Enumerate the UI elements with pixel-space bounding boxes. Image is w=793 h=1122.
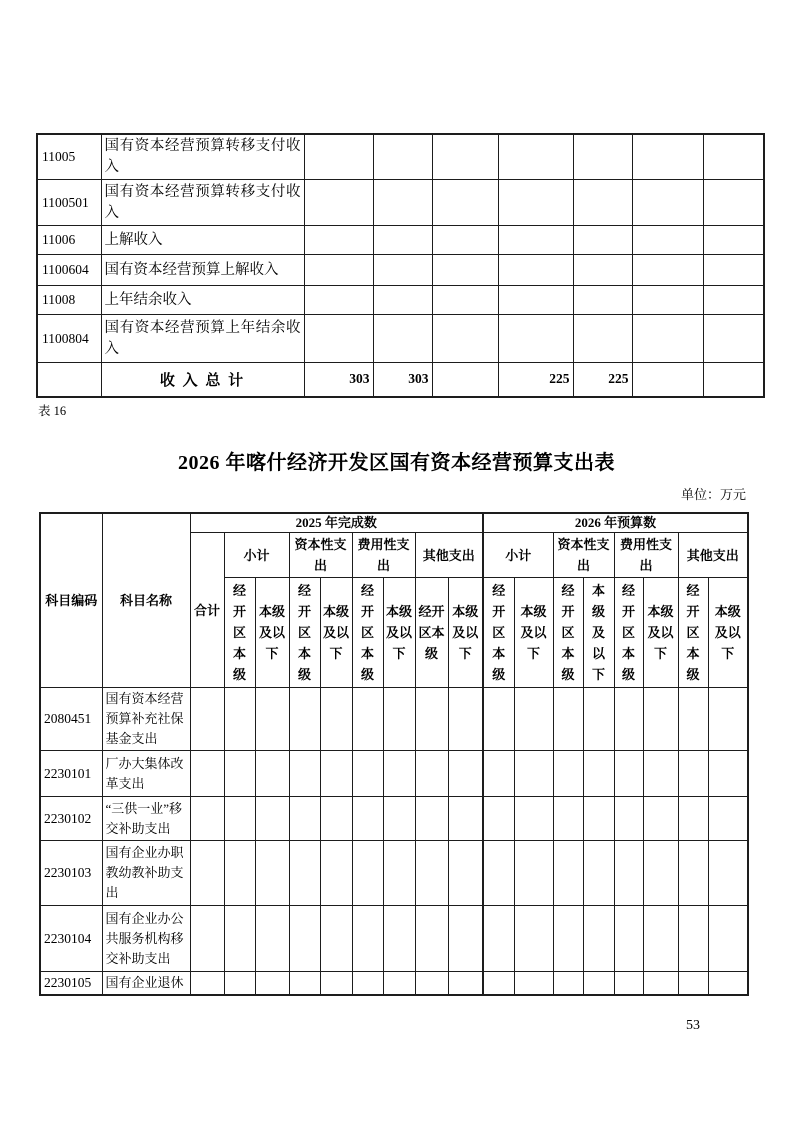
income-row	[37, 286, 764, 315]
subject-code: 1100501	[37, 180, 101, 226]
total-value: 225	[573, 363, 632, 397]
subject-code: 2230103	[40, 841, 102, 906]
header-group-2025: 2025 年完成数	[190, 513, 483, 533]
header-level-below: 本级及以下	[383, 578, 415, 688]
value-cell	[553, 906, 583, 972]
header-level-below: 本级及以下	[255, 578, 289, 688]
value-cell	[583, 841, 614, 906]
value-cell	[614, 906, 643, 972]
value-cell	[320, 751, 352, 797]
value-cell	[708, 906, 748, 972]
value-cell	[643, 972, 678, 996]
value-cell	[304, 255, 373, 286]
value-cell	[373, 134, 432, 180]
value-cell	[224, 841, 255, 906]
header-level-below: 本级及以下	[708, 578, 748, 688]
value-cell	[383, 906, 415, 972]
subject-name: 厂办大集体改革支出	[102, 751, 190, 797]
value-cell	[373, 180, 432, 226]
value-cell	[708, 751, 748, 797]
value-cell	[304, 315, 373, 363]
value-cell	[304, 180, 373, 226]
header-total: 合计	[190, 533, 224, 688]
subject-name: 国有资本经营预算上解收入	[101, 255, 304, 286]
header-level-zone: 经开区本级	[614, 578, 643, 688]
header-group-2026: 2026 年预算数	[483, 513, 748, 533]
page-title: 2026 年喀什经济开发区国有资本经营预算支出表	[178, 452, 615, 474]
value-cell	[432, 286, 498, 315]
value-cell	[224, 972, 255, 996]
value-cell	[383, 751, 415, 797]
value-cell	[448, 841, 483, 906]
header-2026-capital: 资本性支出	[553, 533, 614, 578]
expense-row	[40, 688, 748, 751]
value-cell	[573, 315, 632, 363]
value-cell	[614, 797, 643, 841]
value-cell	[448, 751, 483, 797]
header-2025-subtotal: 小计	[224, 533, 289, 578]
value-cell	[632, 315, 703, 363]
value-cell	[320, 797, 352, 841]
subject-code: 11008	[37, 286, 101, 315]
value-cell	[289, 751, 320, 797]
value-cell	[483, 906, 514, 972]
header-level-below: 本级及以下	[448, 578, 483, 688]
value-cell	[224, 797, 255, 841]
value-cell	[415, 751, 448, 797]
value-cell	[190, 797, 224, 841]
value-cell	[632, 226, 703, 255]
value-cell	[514, 751, 553, 797]
header-level-zone: 经开区本级	[289, 578, 320, 688]
value-cell	[483, 688, 514, 751]
value-cell	[373, 255, 432, 286]
value-cell	[614, 972, 643, 996]
total-value: 303	[304, 363, 373, 397]
value-cell	[573, 255, 632, 286]
subject-name: 国有资本经营预算转移支付收入	[101, 180, 304, 226]
value-cell	[553, 751, 583, 797]
value-cell	[498, 226, 573, 255]
total-value: 303	[373, 363, 432, 397]
header-level-zone: 经开区本级	[483, 578, 514, 688]
expense-row	[40, 906, 748, 972]
value-cell	[703, 134, 764, 180]
value-cell	[352, 797, 383, 841]
subject-name: 上年结余收入	[101, 286, 304, 315]
value-cell	[304, 286, 373, 315]
total-value	[432, 363, 498, 397]
value-cell	[415, 906, 448, 972]
income-row	[37, 134, 764, 180]
value-cell	[708, 688, 748, 751]
value-cell	[678, 906, 708, 972]
value-cell	[643, 797, 678, 841]
value-cell	[289, 797, 320, 841]
header-level-below: 本级及以下	[643, 578, 678, 688]
value-cell	[373, 226, 432, 255]
header-subject-code: 科目编码	[40, 513, 102, 688]
page-number: 53	[686, 1018, 700, 1033]
subject-name: 国有资本经营预算上年结余收入	[101, 315, 304, 363]
income-row	[37, 255, 764, 286]
header-level-below: 本级及以下	[583, 578, 614, 688]
value-cell	[643, 841, 678, 906]
value-cell	[573, 180, 632, 226]
subject-name: 国有资本经营预算补充社保基金支出	[102, 688, 190, 751]
value-cell	[614, 751, 643, 797]
value-cell	[632, 255, 703, 286]
value-cell	[498, 180, 573, 226]
subject-code: 11006	[37, 226, 101, 255]
total-value	[632, 363, 703, 397]
subject-code: 2230101	[40, 751, 102, 797]
value-cell	[415, 797, 448, 841]
value-cell	[483, 841, 514, 906]
value-cell	[643, 751, 678, 797]
subject-code: 1100604	[37, 255, 101, 286]
value-cell	[678, 841, 708, 906]
header-2025-capital: 资本性支出	[289, 533, 352, 578]
income-row	[37, 180, 764, 226]
value-cell	[643, 688, 678, 751]
value-cell	[678, 751, 708, 797]
value-cell	[383, 841, 415, 906]
value-cell	[224, 688, 255, 751]
value-cell	[352, 688, 383, 751]
value-cell	[632, 180, 703, 226]
value-cell	[415, 841, 448, 906]
expense-row	[40, 751, 748, 797]
value-cell	[583, 688, 614, 751]
value-cell	[614, 688, 643, 751]
header-level-below: 本级及以下	[320, 578, 352, 688]
unit-label: 单位：万元	[680, 487, 746, 502]
value-cell	[190, 972, 224, 996]
value-cell	[415, 688, 448, 751]
value-cell	[553, 841, 583, 906]
value-cell	[255, 797, 289, 841]
value-cell	[190, 906, 224, 972]
value-cell	[448, 906, 483, 972]
subject-code: 2080451	[40, 688, 102, 751]
expense-header-row-groups	[40, 513, 748, 533]
value-cell	[320, 972, 352, 996]
value-cell	[373, 315, 432, 363]
subject-name: 国有企业退休	[102, 972, 190, 996]
value-cell	[383, 688, 415, 751]
header-level-zone: 经开区本级	[553, 578, 583, 688]
value-cell	[614, 841, 643, 906]
value-cell	[415, 972, 448, 996]
value-cell	[553, 688, 583, 751]
value-cell	[224, 751, 255, 797]
value-cell	[255, 841, 289, 906]
value-cell	[352, 972, 383, 996]
value-cell	[448, 797, 483, 841]
value-cell	[448, 972, 483, 996]
value-cell	[255, 906, 289, 972]
value-cell	[352, 841, 383, 906]
value-cell	[583, 797, 614, 841]
value-cell	[255, 972, 289, 996]
value-cell	[432, 180, 498, 226]
value-cell	[632, 286, 703, 315]
value-cell	[708, 841, 748, 906]
value-cell	[703, 226, 764, 255]
value-cell	[373, 286, 432, 315]
value-cell	[190, 841, 224, 906]
subject-code	[37, 363, 101, 397]
value-cell	[483, 751, 514, 797]
total-value: 225	[498, 363, 573, 397]
subject-name: 国有资本经营预算转移支付收入	[101, 134, 304, 180]
header-2026-expense: 费用性支出	[614, 533, 678, 578]
value-cell	[573, 286, 632, 315]
value-cell	[703, 180, 764, 226]
value-cell	[483, 797, 514, 841]
header-level-below: 本级及以下	[514, 578, 553, 688]
value-cell	[448, 688, 483, 751]
value-cell	[498, 255, 573, 286]
income-row	[37, 226, 764, 255]
subject-name: “三供一业”移交补助支出	[102, 797, 190, 841]
subject-code: 1100804	[37, 315, 101, 363]
expense-row	[40, 797, 748, 841]
value-cell	[190, 751, 224, 797]
income-row	[37, 315, 764, 363]
value-cell	[703, 315, 764, 363]
value-cell	[498, 286, 573, 315]
value-cell	[483, 972, 514, 996]
header-subject-name: 科目名称	[102, 513, 190, 688]
expense-row	[40, 972, 748, 996]
value-cell	[304, 134, 373, 180]
value-cell	[320, 906, 352, 972]
value-cell	[553, 797, 583, 841]
expense-table	[39, 512, 749, 996]
subject-name: 国有企业办公共服务机构移交补助支出	[102, 906, 190, 972]
subject-code: 2230102	[40, 797, 102, 841]
value-cell	[583, 972, 614, 996]
value-cell	[514, 906, 553, 972]
header-level-zone: 经开区本级	[224, 578, 255, 688]
subject-code: 11005	[37, 134, 101, 180]
value-cell	[632, 134, 703, 180]
header-2025-other: 其他支出	[415, 533, 483, 578]
value-cell	[573, 134, 632, 180]
header-2025-expense: 费用性支出	[352, 533, 415, 578]
value-cell	[498, 315, 573, 363]
subject-code: 2230105	[40, 972, 102, 996]
expense-row	[40, 841, 748, 906]
total-value	[703, 363, 764, 397]
value-cell	[352, 751, 383, 797]
header-level-zone: 经开区本级	[415, 578, 448, 688]
value-cell	[514, 688, 553, 751]
header-2026-other: 其他支出	[678, 533, 748, 578]
income-table	[36, 133, 765, 398]
value-cell	[583, 906, 614, 972]
subject-name: 上解收入	[101, 226, 304, 255]
subject-code: 2230104	[40, 906, 102, 972]
value-cell	[708, 797, 748, 841]
value-cell	[514, 972, 553, 996]
value-cell	[678, 688, 708, 751]
table-number-note: 表 16	[38, 404, 67, 418]
value-cell	[383, 972, 415, 996]
value-cell	[432, 255, 498, 286]
value-cell	[289, 906, 320, 972]
header-level-zone: 经开区本级	[678, 578, 708, 688]
value-cell	[352, 906, 383, 972]
income-total-row	[37, 363, 764, 397]
value-cell	[553, 972, 583, 996]
value-cell	[289, 688, 320, 751]
value-cell	[708, 972, 748, 996]
subject-name: 国有企业办职教幼教补助支出	[102, 841, 190, 906]
value-cell	[320, 841, 352, 906]
value-cell	[573, 226, 632, 255]
income-total-label: 收 入 总 计	[101, 363, 304, 397]
value-cell	[583, 751, 614, 797]
value-cell	[320, 688, 352, 751]
value-cell	[703, 286, 764, 315]
value-cell	[255, 688, 289, 751]
value-cell	[432, 134, 498, 180]
value-cell	[289, 972, 320, 996]
value-cell	[703, 255, 764, 286]
value-cell	[289, 841, 320, 906]
value-cell	[432, 315, 498, 363]
value-cell	[383, 797, 415, 841]
value-cell	[190, 688, 224, 751]
value-cell	[432, 226, 498, 255]
value-cell	[224, 906, 255, 972]
value-cell	[304, 226, 373, 255]
value-cell	[255, 751, 289, 797]
value-cell	[514, 797, 553, 841]
value-cell	[678, 797, 708, 841]
header-level-zone: 经开区本级	[352, 578, 383, 688]
value-cell	[678, 972, 708, 996]
value-cell	[643, 906, 678, 972]
value-cell	[514, 841, 553, 906]
value-cell	[498, 134, 573, 180]
header-2026-subtotal: 小计	[483, 533, 553, 578]
